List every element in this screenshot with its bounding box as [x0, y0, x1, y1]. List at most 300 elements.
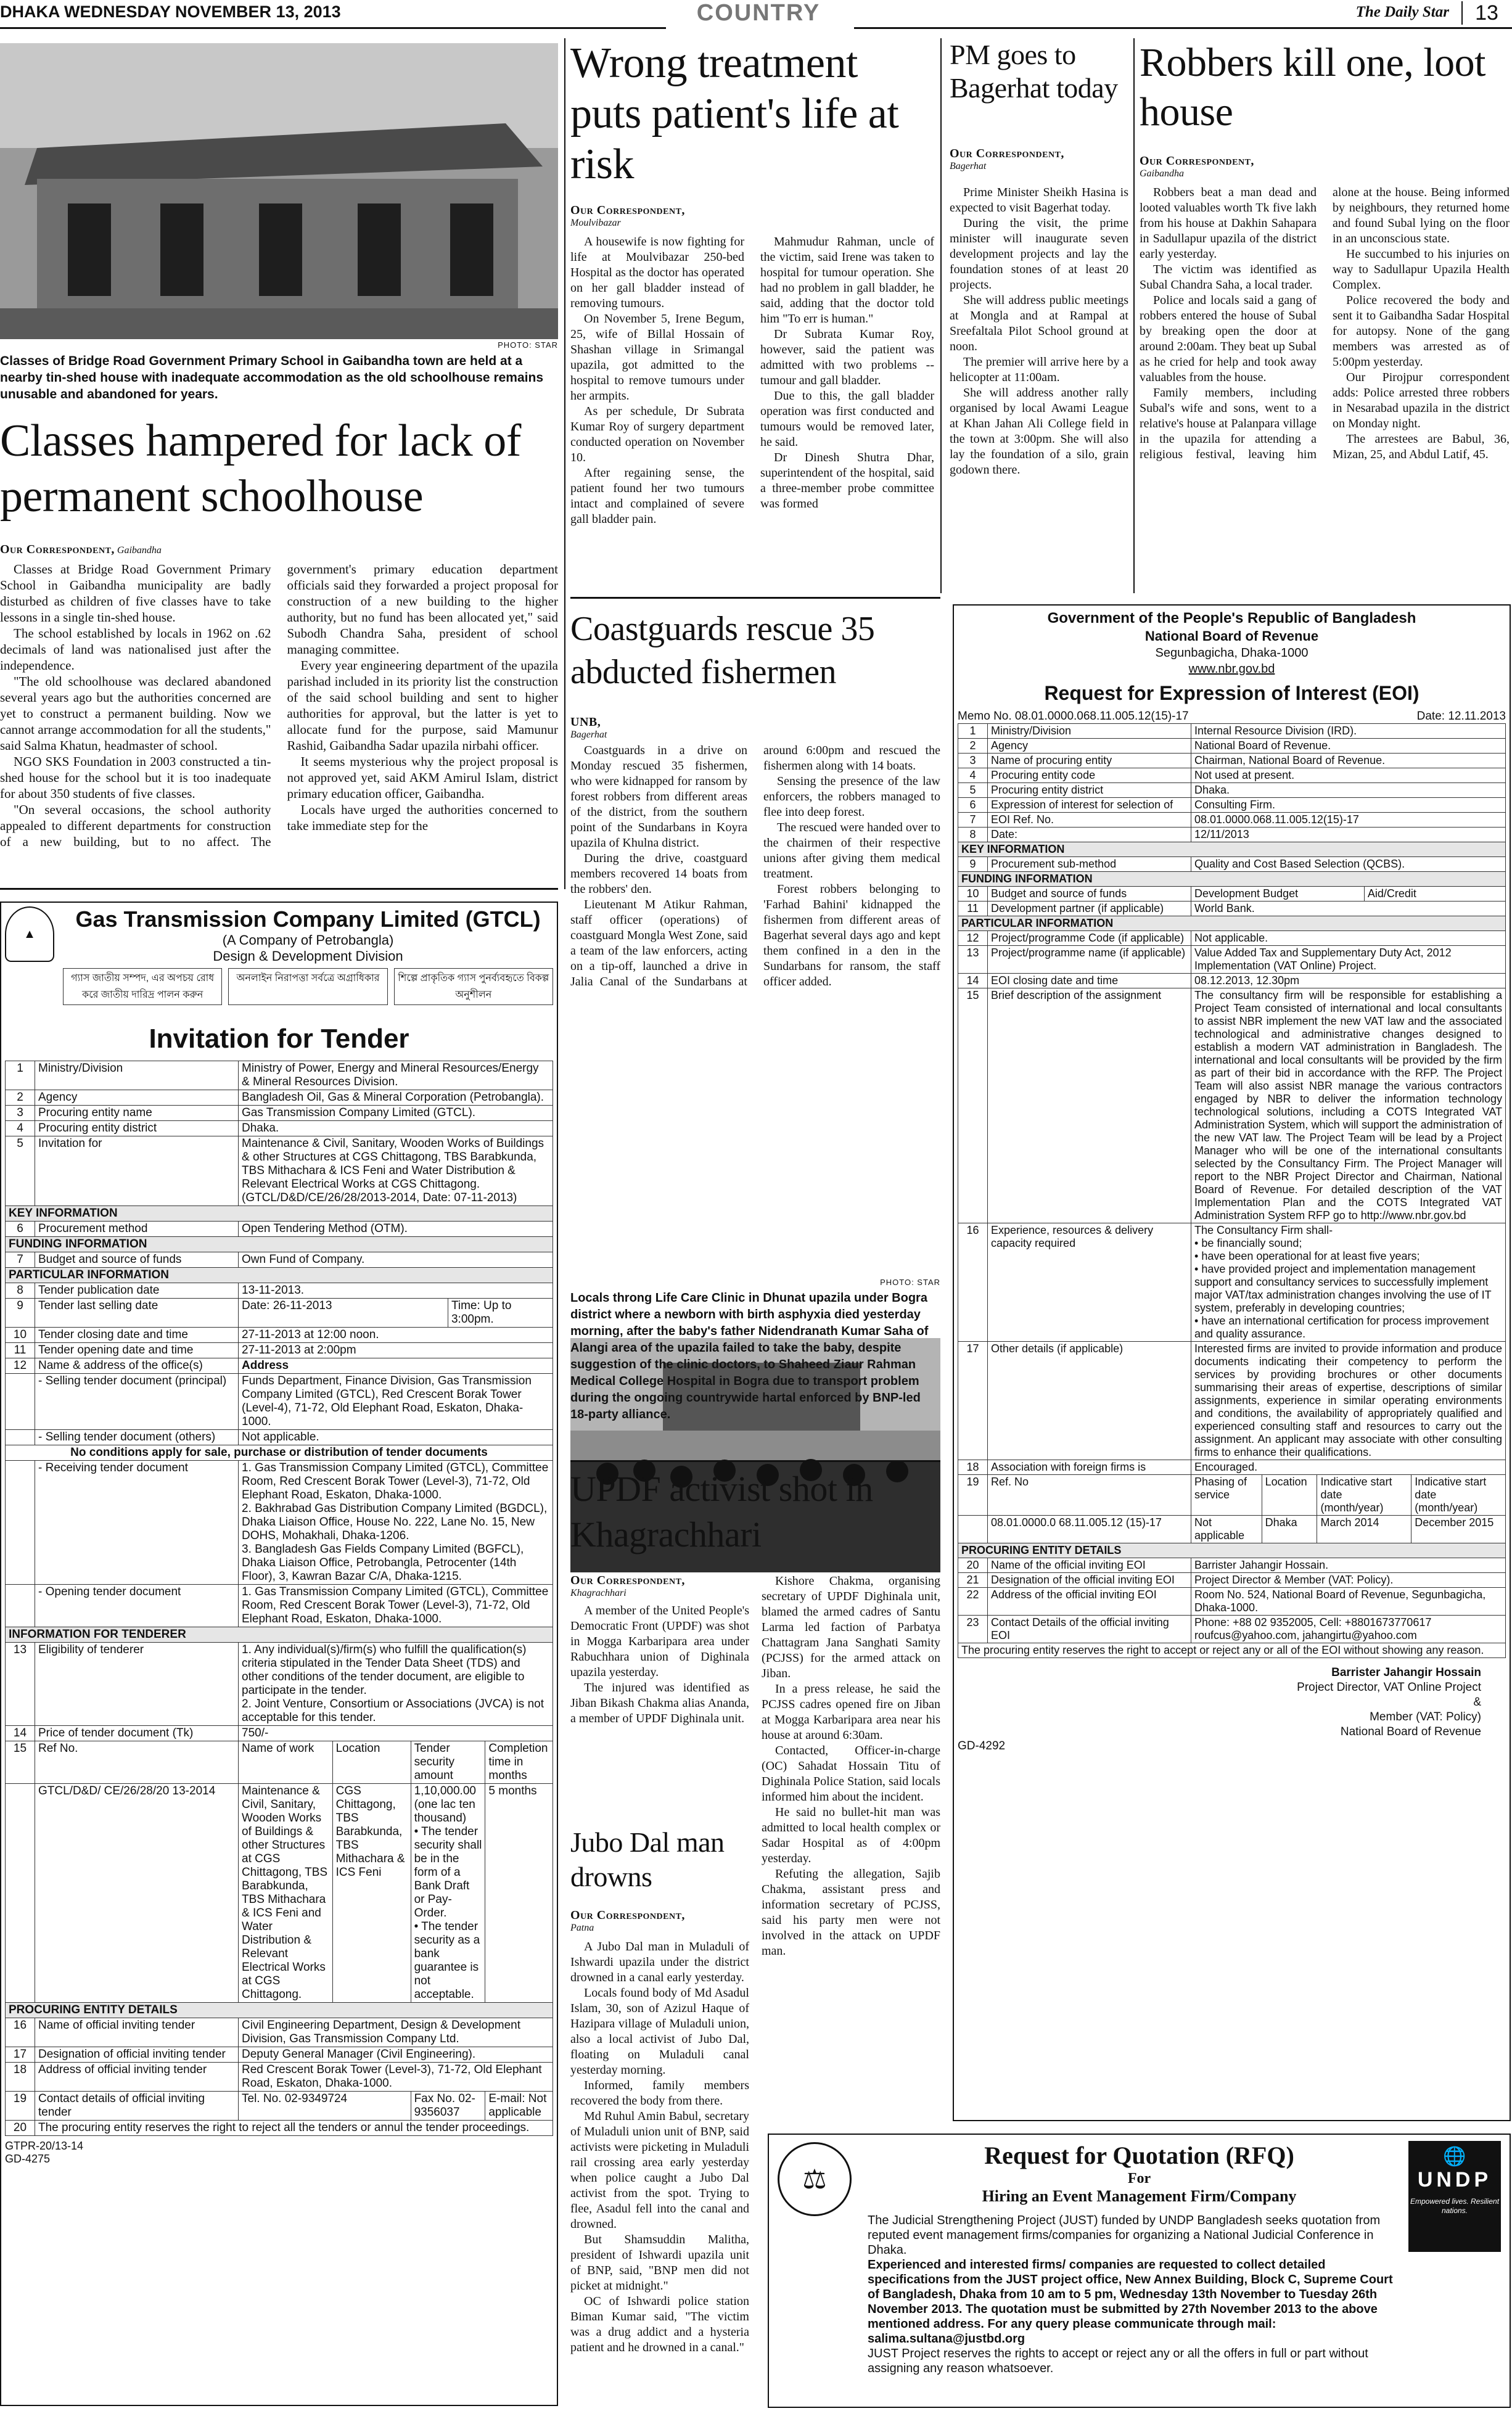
cell: Name of the official inviting EOI — [988, 1558, 1191, 1573]
masthead-rule — [0, 27, 666, 29]
nbr-eoi-ad — [953, 604, 1511, 2121]
wrong-para: After regaining sense, the patient found her two tumours intact and complained of severe gall bladder pain. — [570, 466, 744, 526]
table-row — [958, 1342, 1506, 1460]
cell: Ministry of Power, Energy and Mineral Resources/Energy & Mineral Resources Division. — [239, 1061, 553, 1090]
cell: Tel. No. 02-9349724 — [239, 2092, 411, 2121]
cell: - Selling tender document (principal) — [35, 1374, 239, 1430]
table-row — [6, 2063, 553, 2092]
updf-para: Contacted, Officer-in-charge (OC) Sahadat Hossain Titu of Dighinala Police Station, said locals informed him about the incident. — [762, 1744, 940, 1804]
coast-dateline: Bagerhat — [570, 729, 607, 740]
cell: Value Added Tax and Supplementary Duty Act, 2012 Implementation (VAT Online) Project. — [1191, 946, 1506, 974]
cell: 08.12.2013, 12.30pm — [1191, 974, 1506, 988]
table-row — [6, 1726, 553, 1741]
cell: Tender last selling date — [35, 1299, 239, 1328]
jubo-byline: Our Correspondent, — [570, 1908, 685, 1922]
cell: Indicative start date (month/year) — [1411, 1475, 1506, 1516]
wrong-para: Due to this, the gall bladder operation was first conducted and tumours would be removed later, he said. — [760, 389, 934, 449]
table-row — [6, 2047, 553, 2063]
pm-para: The premier will arrive here by a helicopter at 11:00am. — [950, 355, 1128, 384]
cell: 7 — [6, 1252, 35, 1268]
school-body — [0, 561, 558, 882]
cell: 750/- — [239, 1726, 553, 1741]
table-row — [6, 1222, 553, 1237]
school-headline: Classes hampered for lack of permanent schoolhouse — [0, 416, 521, 522]
cell: 19 — [958, 1475, 988, 1516]
cell: 11 — [6, 1343, 35, 1358]
cell: 16 — [958, 1223, 988, 1342]
table-row — [958, 887, 1506, 902]
cell: Tender opening date and time — [35, 1343, 239, 1358]
cell: Address — [239, 1358, 553, 1374]
cell: INFORMATION FOR TENDERER — [6, 1627, 553, 1643]
cell: 1 — [6, 1061, 35, 1090]
cell: GTCL/D&D/ CE/26/28/20 13-2014 — [35, 1784, 239, 2003]
cell: Not applicable. — [1191, 931, 1506, 946]
cell: World Bank. — [1191, 902, 1506, 916]
cell: Not applicable. — [239, 1430, 553, 1445]
cell-line: The tender security shall be in the form of a Bank Draft or Pay-Order. — [414, 1825, 482, 1920]
cell: Own Fund of Company. — [239, 1252, 553, 1268]
cell-line: have been operational for at least five years; — [1201, 1250, 1420, 1262]
cell: E-mail: Not applicable — [485, 2092, 553, 2121]
gtcl-slogan: শিল্পে প্রাকৃতিক গ্যাস পুনর্ব্যবহৃতে বিকল্প অনুশীলন — [394, 968, 553, 1005]
cell: PARTICULAR INFORMATION — [6, 1268, 553, 1283]
cell: National Board of Revenue. — [1191, 739, 1506, 754]
cell: Ref. No — [988, 1475, 1191, 1516]
section-row — [958, 872, 1506, 887]
cell: 3 — [6, 1106, 35, 1121]
table-row: 16 Experience, resources & delivery capacity required The Consultancy Firm shall- • be financially sound; • have been operational for at least five years; • have provided project and implementation management support and consultancy services to successfully implement major VAT/tax administration changes involving the use of IT system, preferably in developing countries; • have an international certification for process improvement and quality assurance. — [958, 1223, 1506, 1342]
cell: Internal Resource Division (IRD). — [1191, 724, 1506, 739]
school-byline: Our Correspondent, — [0, 543, 115, 556]
cell: 11 — [958, 902, 988, 916]
jubo-para: But Shamsuddin Malitha, president of Ishwardi upazila unit of BNP, said, "BNP men did not picket at midnight." — [570, 2233, 749, 2293]
column-rule — [940, 38, 942, 593]
robbers-dateline: Gaibandha — [1140, 168, 1184, 179]
table-row — [6, 1299, 553, 1328]
wrong-byline: Our Correspondent, — [570, 203, 685, 217]
table-row — [6, 1061, 553, 1090]
cell: PROCURING ENTITY DETAILS — [958, 1543, 1506, 1558]
cell: Red Crescent Borak Tower (Level-3), 71-72, Old Elephant Road, Eskaton, Dhaka-1000. — [239, 2063, 553, 2092]
cell: FUNDING INFORMATION — [958, 872, 1506, 887]
cell: Location — [332, 1741, 411, 1784]
cell: 1 — [958, 724, 988, 739]
cell: 4 — [958, 768, 988, 783]
rfq-body — [868, 2213, 1399, 2376]
cell-line: The Consultancy Firm shall- — [1194, 1224, 1333, 1236]
jubo-para: Locals found body of Md Asadul Islam, 30, son of Azizul Haque of Hazipara village of Muladuli union, also a local activist of Jubo Dal, floating on Muladuli canal yesterday morning. — [570, 1986, 749, 2077]
cell: Project/programme name (if applicable) — [988, 946, 1191, 974]
gtcl-tender-ad — [0, 902, 558, 2406]
cell: Procuring entity district — [988, 783, 1191, 798]
issue-date: DHAKA WEDNESDAY NOVEMBER 13, 2013 — [0, 2, 341, 21]
cell: Project Director & Member (VAT: Policy). — [1191, 1573, 1506, 1588]
cell: Invitation for — [35, 1136, 239, 1206]
cell: FUNDING INFORMATION — [6, 1237, 553, 1252]
cell-line: 1. Any individual(s)/firm(s) who fulfill the qualification(s) criteria stipulated in the Tender Data Sheet (TDS) and other conditions of the tender document, are eligible to participate in the tender. — [242, 1643, 527, 1697]
jubo-para: A Jubo Dal man in Muladuli of Ishwardi upazila under the district drowned in a canal early yesterday. — [570, 1940, 749, 1984]
cell: 5 — [6, 1136, 35, 1206]
table-row — [6, 1343, 553, 1358]
cell: Procurement method — [35, 1222, 239, 1237]
jubo-para: Md Ruhul Amin Babul, secretary of Muladuli union unit of BNP, said activists were picketing in Muladuli rail crossing area early yesterday when police caught a Jubo Dal activist from the spot. Trying to flee, Asadul fell into the canal and drowned. — [570, 2109, 749, 2231]
masthead-rule-right — [854, 27, 1512, 29]
cell: EOI closing date and time — [988, 974, 1191, 988]
cell: 16 — [6, 2018, 35, 2047]
cell: March 2014 — [1317, 1516, 1411, 1543]
updf-para: A member of the United People's Democratic Front (UPDF) was shot in Mogga Karbaripara area under Rabuchhara union of Dighinala upazila yesterday. — [570, 1604, 749, 1679]
cell: Time: Up to 3:00pm. — [448, 1299, 553, 1328]
cell: Not used at present. — [1191, 768, 1506, 783]
pm-para: She will address public meetings at Mongla and at Rampal at Sreefaltala Pilot School ground at noon. — [950, 294, 1128, 353]
coast-para: During the drive, coastguard members recovered 14 boats from the robbers' den. — [570, 852, 747, 896]
cell: 08.01.0000.068.11.005.12(15)-17 — [1191, 813, 1506, 828]
gtcl-title: Invitation for Tender — [149, 1024, 409, 1054]
cell-line: 3. Bangladesh Gas Fields Company Limited (BGFCL), Dhaka Liaison Office, Petrobangla, Petrocenter (14th Floor), 3, Kawran Bazar C/A, Dhaka-1215. — [242, 1543, 524, 1583]
cell-line: 1. Gas Transmission Company Limited (GTCL), Committee Room, Red Crescent Borak Tower (Level-3), 71-72, Old Elephant Road, Eskaton, Dhaka-1000. — [242, 1461, 549, 1501]
eoi-table — [958, 723, 1506, 1658]
cell: 9 — [958, 857, 988, 872]
table-row — [6, 1252, 553, 1268]
updf-byline: Our Correspondent, — [570, 1574, 685, 1587]
cell: 20 — [958, 1558, 988, 1573]
coast-para: Forest robbers belonging to 'Farhad Bahini' kidnapped the fishermen from different areas of Bagerhat several days ago and kept them confined in a den in the Sundarbans for ransom, the staff officer added. — [763, 882, 940, 988]
coast-para: Sensing the presence of the law enforcers, the robbers managed to flee into deep forest. — [763, 774, 940, 819]
eoi-sig-line: Project Director, VAT Online Project — [1297, 1681, 1481, 1694]
cell: Chairman, National Board of Revenue. — [1191, 754, 1506, 768]
cell: Name of work — [239, 1741, 333, 1784]
rfq-title: Request for Quotation (RFQ) — [984, 2142, 1294, 2169]
wrong-para: Mahmudur Rahman, uncle of the victim, said Irene was taken to hospital for tumour operation. She had no problem in gall bladder, he said, adding that the doctor told him "To err is human." — [760, 235, 934, 326]
eoi-gov: Government of the People's Republic of Bangladesh — [1047, 610, 1416, 626]
coast-para: Coastguards in a drive on Monday rescued 35 fishermen, who were kidnapped for ransom by forest robbers from different areas of the district, from the southern point of the Sundarbans in Koyra upazila of Khulna district. — [570, 744, 747, 850]
table-row — [6, 1090, 553, 1106]
wrong-para: Dr Dinesh Shutra Dhar, superintendent of the hospital, said a three-member probe committee was formed — [760, 451, 934, 511]
cell: - Receiving tender document — [35, 1461, 239, 1585]
pm-byline: Our Correspondent, — [950, 147, 1064, 160]
cell: 19 — [6, 2092, 35, 2121]
cell: 12 — [958, 931, 988, 946]
table-row — [958, 988, 1506, 1223]
cell: CGS Chittagong, TBS Barabkunda, TBS Mithachara & ICS Feni — [332, 1784, 411, 2003]
cell: Maintenance & Civil, Sanitary, Wooden Works of Buildings & other Structures at CGS Chittagong, TBS Barabkunda, TBS Mithachara & ICS Feni and Water Distribution & Relevant Electrical Works at CGS Chittagong. (GTCL/D&D/CE/26/28/2013-2014, Date: 07-11-2013) — [239, 1136, 553, 1206]
cell: Phasing of service — [1191, 1475, 1262, 1516]
table-row — [6, 1643, 553, 1726]
page-number: 13 — [1461, 1, 1511, 25]
section-row — [6, 1627, 553, 1643]
robbers-para: Robbers beat a man dead and looted valuables worth Tk five lakh from his house at Dakhin Sahapara in Sadullapur upazila of the district early yesterday. — [1140, 186, 1317, 261]
table-row — [958, 1616, 1506, 1643]
cell: Bangladesh Oil, Gas & Mineral Corporation (Petrobangla). — [239, 1090, 553, 1106]
cell-line: 1,10,000.00 (one lac ten thousand) — [414, 1785, 476, 1825]
table-row — [958, 828, 1506, 842]
cell: KEY INFORMATION — [6, 1206, 553, 1222]
school-para: The school established by locals in 1962 on .62 decimals of land was nationalised just after the independence. — [0, 626, 271, 673]
rfq-para: Experienced and interested firms/ companies are requested to collect detailed specifications from the JUST project office, New Annex Building, Block C, Supreme Court of Bangladesh, Dhaka from 10 am to 5 pm, Wednesday 13th November to Tuesday 26th November 2013. The quotation must be submitted by 27th November 2013 to the above mentioned address. For any query please communicate through mail: salima.sultana@justbd.org — [868, 2258, 1393, 2346]
cell: The consultancy firm will be responsible for establishing a Project Team consisted of international and local consultants to assist NBR implement the new VAT law and the associated technological and administrative changes designed to establish a modern VAT administration in Bangladesh. The international and local consultants will be provided by the firm as part of their bid in accordance with the RFP. The Project Team will also assist NBR manage the various contractors engaged by NBR to deliver the information technology technological solutions, including a COTS Integrated VAT Administration System, which will support the administration of the new VAT law. The Project Team will be lead by a Project Manager who will be one of the international consultants selected by the Consultancy Firm. The Project Manager will report to the NBR Project Director and Chairman, National Board of Revenue. For detailed description of the VAT Implementation Plan and the COTS Integrated VAT Administration System RFP go to http://www.nbr.gov.bd — [1191, 988, 1506, 1223]
undp-label: UNDP — [1417, 2168, 1492, 2191]
pm-dateline: Bagerhat — [950, 161, 987, 171]
table-row — [6, 2018, 553, 2047]
cell: Budget and source of funds — [988, 887, 1191, 902]
table-row — [958, 783, 1506, 798]
section-row — [958, 1543, 1506, 1558]
robbers-para: Police recovered the body and sent it to Gaibandha Sadar Hospital for autopsy. None of the gang members was arrested as of 5:00pm yesterday. — [1333, 294, 1510, 369]
table-row — [958, 768, 1506, 783]
cell: Date: — [988, 828, 1191, 842]
cell: Open Tendering Method (OTM). — [239, 1222, 553, 1237]
cell: Procuring entity name — [35, 1106, 239, 1121]
cell: KEY INFORMATION — [958, 842, 1506, 857]
table-row — [958, 902, 1506, 916]
section-row — [6, 1237, 553, 1252]
table-row — [958, 1573, 1506, 1588]
cell: Gas Transmission Company Limited (GTCL). — [239, 1106, 553, 1121]
section-row — [958, 916, 1506, 931]
cell: Name & address of the office(s) — [35, 1358, 239, 1374]
cell: Dhaka. — [1191, 783, 1506, 798]
cell: 22 — [958, 1588, 988, 1616]
cell: EOI Ref. No. — [988, 813, 1191, 828]
undp-tagline: Empowered lives. Resilient nations. — [1410, 2197, 1500, 2215]
eoi-sig-line: National Board of Revenue — [1340, 1725, 1481, 1738]
robbers-para: Our Pirojpur correspondent adds: Police arrested three robbers in Nesarabad upazila in the district on Monday night. — [1333, 371, 1510, 430]
cell: Expression of interest for selection of — [988, 798, 1191, 813]
cell: 13-11-2013. — [239, 1283, 553, 1299]
table-row — [6, 1374, 553, 1430]
school-para: NGO SKS Foundation in 2003 constructed a tin-shed house for the school but it is too inadequate for about 350 students of five classes. — [0, 754, 271, 801]
section-row — [6, 2003, 553, 2018]
coast-byline: UNB, — [570, 715, 601, 729]
school-photo — [0, 43, 558, 339]
table-row — [6, 1106, 553, 1121]
cell: Address of the official inviting EOI — [988, 1588, 1191, 1616]
robbers-para: Police and locals said a gang of robbers entered the house of Subal by breaking open the door at around 2:00am. They beat up Subal as he cried for help and took away valuables from the house. — [1140, 294, 1317, 384]
cell: Association with foreign firms is — [988, 1460, 1191, 1475]
jubo-headline: Jubo Dal man drowns — [570, 1826, 725, 1892]
wrong-para: As per schedule, Dr Subrata Kumar Roy of surgery department conducted operation on November 10. — [570, 405, 744, 464]
table-row — [958, 754, 1506, 768]
school-photo-caption: Classes of Bridge Road Government Primary School in Gaibandha town are held at a nearby tin-shed house with inadequate accommodation as the old schoolhouse remains unusable and abandoned for years. — [0, 354, 543, 401]
updf-body-col2 — [762, 1574, 940, 2098]
section-row — [958, 842, 1506, 857]
cell: Tender publication date — [35, 1283, 239, 1299]
table-row — [958, 1516, 1506, 1543]
section-row — [6, 1206, 553, 1222]
table-row — [6, 1358, 553, 1374]
cell: 7 — [958, 813, 988, 828]
table-row — [6, 1445, 553, 1461]
cell: 2 — [6, 1090, 35, 1106]
table-row — [958, 857, 1506, 872]
globe-icon: 🌐 — [1443, 2146, 1466, 2167]
updf-para: Refuting the allegation, Sajib Chakma, assistant press and information secretary of PCJSS, said his party men were not involved in the attack on UPDF man. — [762, 1867, 940, 1958]
cell: Barrister Jahangir Hossain. — [1191, 1558, 1506, 1573]
cell: 14 — [958, 974, 988, 988]
gtcl-sub2: Design & Development Division — [213, 948, 403, 964]
cell: 12/11/2013 — [1191, 828, 1506, 842]
robbers-para: The victim was identified as Subal Chandra Saha, a local trader. — [1140, 263, 1317, 292]
cell: PROCURING ENTITY DETAILS — [6, 2003, 553, 2018]
wrong-para: Dr Subrata Kumar Roy, however, said the patient was admitted with two problems -- tumour and gall bladder. — [760, 327, 934, 387]
cell-line: The tender security as a bank guarantee is not acceptable. — [414, 1920, 480, 2001]
cell: 5 — [958, 783, 988, 798]
robbers-para: He succumbed to his injuries on way to Sadullapur Upazila Health Complex. — [1333, 247, 1510, 292]
gtcl-company: Gas Transmission Company Limited (GTCL) — [75, 906, 541, 932]
cell-line: have an international certification for process improvement and quality assurance. — [1194, 1315, 1489, 1340]
cell: Development partner (if applicable) — [988, 902, 1191, 916]
cell: 4 — [6, 1121, 35, 1136]
rfq-para: The Judicial Strengthening Project (JUST) funded by UNDP Bangladesh seeks quotation from reputed event management firms/companies for organizing a National Judicial Conference in Dhaka. — [868, 2214, 1381, 2257]
cell: Project/programme Code (if applicable) — [988, 931, 1191, 946]
cell-line: have provided project and implementation management support and consultancy services to successfully implement major VAT/tax administration changes involving the use of IT system, preferably in developing countries; — [1194, 1263, 1492, 1314]
cell: Procurement sub-method — [988, 857, 1191, 872]
column-rule — [564, 38, 565, 889]
school-para: Classes at Bridge Road Government Primary School in Gaibandha municipality are badly disturbed as children of five classes have to take lessons in a single tin-shed house. — [0, 562, 271, 625]
cell: - Opening tender document — [35, 1585, 239, 1627]
cell: Name of procuring entity — [988, 754, 1191, 768]
gtcl-table — [5, 1061, 553, 2136]
robbers-body — [1140, 185, 1510, 586]
section-row — [6, 1268, 553, 1283]
coast-headline: Coastguards rescue 35 abducted fishermen — [570, 610, 875, 691]
updf-para: The injured was identified as Jiban Bikash Chakma alias Ananda, a member of UPDF Dighinala unit. — [570, 1681, 749, 1725]
cell: Ministry/Division — [35, 1061, 239, 1090]
cell: Agency — [988, 739, 1191, 754]
cell: 27-11-2013 at 2:00pm — [239, 1343, 553, 1358]
pm-para: During the visit, the prime minister will inaugurate seven development projects and lay the foundation stones of at least 20 projects. — [950, 216, 1128, 292]
cell: - Selling tender document (others) — [35, 1430, 239, 1445]
cell: 15 — [958, 988, 988, 1223]
cell: Dhaka — [1262, 1516, 1317, 1543]
jubo-para: OC of Ishwardi police station Biman Kumar said, "The victim was a drug addict and a hysteria patient and he drowned in a canal." — [570, 2294, 749, 2354]
cell: 20 — [6, 2121, 35, 2136]
cell: Eligibility of tenderer — [35, 1643, 239, 1726]
table-row — [958, 1643, 1506, 1658]
table-row — [958, 974, 1506, 988]
cell: Not applicable — [1191, 1516, 1262, 1543]
rfq-for: For — [1127, 2171, 1151, 2187]
table-row — [6, 1741, 553, 1784]
jubo-dateline: Patna — [570, 1923, 594, 1933]
paper-name: The Daily Star — [1355, 4, 1449, 20]
cell: 10 — [6, 1328, 35, 1343]
updf-para: Kishore Chakma, organising secretary of UPDF Dighinala unit, blamed the armed cadres of Santu Larma led faction of Parbatya Chattagram Jana Sanghati Samity (PCJSS) for the armed attack on Jiban. — [762, 1574, 940, 1680]
eoi-nbr: National Board of Revenue — [1144, 628, 1319, 644]
rfq-ad — [768, 2134, 1511, 2408]
school-para: Every year engineering department of the upazila parishad included in its priority list the construction of the said school building and sent to higher authorities for approval, but the latter is yet to allocate fund for the purpose, said Mamunur Rashid, Gaibandha Sadar upazila nirbahi officer. — [287, 658, 558, 753]
cell: Budget and source of funds — [35, 1252, 239, 1268]
coast-body — [570, 743, 940, 1014]
table-row — [6, 1136, 553, 1206]
column-rule — [1133, 38, 1135, 593]
cell: Ref No. — [38, 1742, 78, 1755]
cell: Indicative start date (month/year) — [1317, 1475, 1411, 1516]
robbers-headline: Robbers kill one, loot house — [1140, 40, 1485, 134]
cell: Contact details of official inviting tender — [35, 2092, 239, 2121]
cell: Tender security amount — [411, 1741, 485, 1784]
updf-dateline: Khagrachhari — [570, 1588, 627, 1598]
gtcl-logo-icon: ▲ — [5, 906, 54, 962]
pm-para: She will address another rally organised by local Awami League at Khan Jahan Ali College field in the town at 3:00pm. She will also lay the foundation of a silo, grain godown there. — [950, 386, 1128, 477]
eoi-gd-number: GD-4292 — [958, 1739, 1006, 1752]
table-row — [6, 2121, 553, 2136]
table-row — [958, 1460, 1506, 1475]
cell: 17 — [6, 2047, 35, 2063]
eoi-website-link[interactable]: www.nbr.gov.bd — [1188, 662, 1275, 676]
updf-body-col1 — [570, 1603, 749, 1819]
table-row — [958, 1558, 1506, 1573]
table-row — [958, 1475, 1506, 1516]
coast-para: Lieutenant M Atikur Rahman, staff officer (operations) of coastguard Mongla West Zone, said a team of the law enforcers, acting on a tip-off, launched a drive in Jalia Canal of the Sundarbans at around 6:00pm and rescued the fishermen along with 14 boats. — [570, 744, 940, 988]
school-para: "The old schoolhouse was declared abandoned several years ago but the authorities concerned are yet to construct a permanent building. Now we cannot arrange accommodation for all the students," said Salma Khatun, headmaster of school. — [0, 674, 271, 753]
cell: Brief description of the assignment — [988, 988, 1191, 1223]
divider — [570, 1460, 940, 1462]
cell: 8 — [958, 828, 988, 842]
wrong-para: A housewife is now fighting for life at Moulvibazar 250-bed Hospital as the doctor has operated on her gall bladder instead of removing tumours. — [570, 235, 744, 310]
cell: Maintenance & Civil, Sanitary, Wooden Works of Buildings & other Structures at CGS Chittagong, TBS Barabkunda, TBS Mithachara & ICS Feni and Water Distribution & Relevant Electrical Works at CGS Chittagong. — [239, 1784, 333, 2003]
cell: Name of official inviting tender — [35, 2018, 239, 2047]
cell: Procuring entity code — [988, 768, 1191, 783]
table-row — [958, 813, 1506, 828]
updf-para: He said no bullet-hit man was admitted to local health complex or Sadar Hospital as of 4:00pm yesterday. — [762, 1805, 940, 1865]
table-row — [6, 1585, 553, 1627]
eoi-signature — [958, 1666, 1506, 1739]
scales-of-justice-icon: ⚖ — [778, 2142, 852, 2216]
cell: 13 — [958, 946, 988, 974]
cell: Aid/Credit — [1364, 887, 1505, 902]
cell: 08.01.0000.0 68.11.005.12 (15)-17 — [988, 1516, 1191, 1543]
rfq-para: JUST Project reserves the rights to accept or reject any or all the offers in full or part without assigning any reason whatsoever. — [868, 2347, 1368, 2375]
cell-line: 2. Joint Venture, Consortium or Associations (JVCA) is not acceptable for this tender. — [242, 1698, 544, 1724]
cell: 18 — [6, 2063, 35, 2092]
coast-para: The rescued were handed over to the chairmen of their respective unions after giving them medical treatment. — [763, 821, 940, 881]
cell: 6 — [6, 1222, 35, 1237]
table-row — [6, 1121, 553, 1136]
table-row — [6, 1430, 553, 1445]
cell: 6 — [958, 798, 988, 813]
cell: PARTICULAR INFORMATION — [958, 916, 1506, 931]
school-para: It seems mysterious why the project proposal is not approved yet, said AKM Amirul Islam, district primary education officer, Gaibandha. — [287, 754, 558, 801]
undp-logo — [1408, 2141, 1501, 2252]
cell: No conditions apply for sale, purchase or distribution of tender documents — [6, 1445, 553, 1461]
clinic-photo-credit: PHOTO: STAR — [880, 1278, 940, 1287]
cell: Agency — [35, 1090, 239, 1106]
school-building-image — [0, 43, 558, 339]
cell: Location — [1262, 1475, 1317, 1516]
eoi-sig-line: & — [1473, 1696, 1481, 1709]
robbers-para: The arrestees are Babul, 36, Mizan, 25, and Abdul Latif, 45. — [1333, 432, 1510, 461]
eoi-signatory: Barrister Jahangir Hossain — [1331, 1666, 1481, 1679]
cell: The procuring entity reserves the right to accept or reject any or all of the EOI without showing any reason. — [958, 1643, 1506, 1658]
cell: 9 — [6, 1299, 35, 1328]
rfq-subtitle: Hiring an Event Management Firm/Company — [982, 2187, 1297, 2205]
wrong-headline: Wrong treatment puts patient's life at risk — [570, 39, 899, 188]
table-row — [6, 1461, 553, 1585]
wrong-body — [570, 234, 934, 580]
clinic-photo-caption: Locals throng Life Care Clinic in Dhunat upazila under Bogra district where a newborn with birth asphyxia died yesterday morning, after the baby's father Nidendranath Kumar Saha of Alangi area of the upazila failed to take the baby, despite suggestion of the clinic doctors, to Shaheed Ziaur Rahman Medical College Hospital in Bogra due to transport problem during the ongoing countrywide hartal enforced by BNP-led 18-party alliance. — [570, 1291, 929, 1421]
cell-line: be financially sound; — [1201, 1237, 1302, 1249]
school-para: "On several occasions, the school authority appealed to different departments for construction of a new building, but to no affect. The government's primary education department officials said they forwarded a project proposal for construction of a new building to the higher authority, but no fund has been allocated yet," said Subodh Chandra Saha, president of school managing committee. — [0, 562, 558, 849]
cell: 27-11-2013 at 12:00 noon. — [239, 1328, 553, 1343]
cell: Experience, resources & delivery capacity required — [988, 1223, 1191, 1342]
cell: Ministry/Division — [988, 724, 1191, 739]
robbers-byline: Our Correspondent, — [1140, 154, 1254, 168]
table-row — [958, 946, 1506, 974]
pm-headline: PM goes to Bagerhat today — [950, 39, 1118, 104]
table-row — [6, 1283, 553, 1299]
